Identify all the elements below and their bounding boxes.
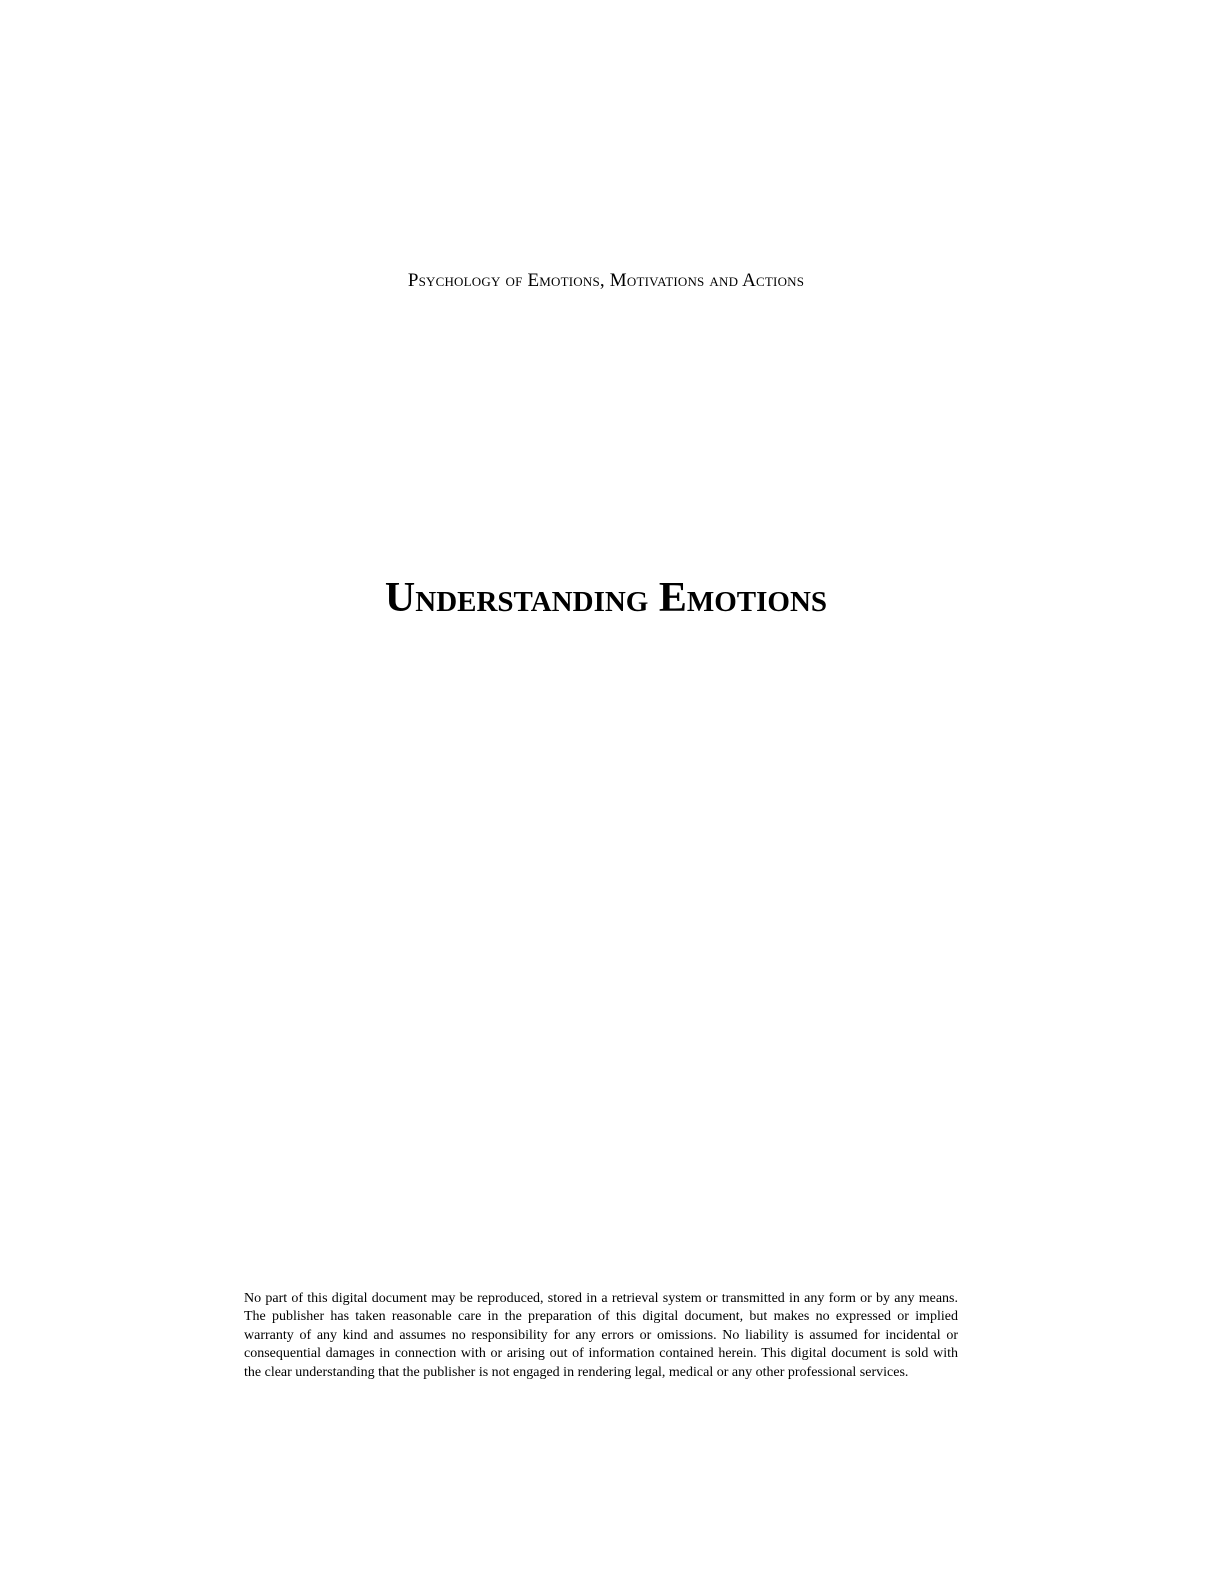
- copyright-notice: No part of this digital document may be reproduced, stored in a retrieval system or transmitted in any form or by any means. The publisher has taken reasonable care in the preparation of this digital document, but makes no expressed or implied warranty of any kind and assumes no responsibility for any errors or omissions. No liability is assumed for incidental or consequential damages in connection with or arising out of information contained herein. This digital document is sold with the clear understanding that the publisher is not engaged in rendering legal, medical or any other professional services.: [244, 1291, 958, 1380]
- book-title: Understanding Emotions: [384, 575, 828, 621]
- series-title: Psychology of Emotions, Motivations and Actions: [407, 270, 805, 291]
